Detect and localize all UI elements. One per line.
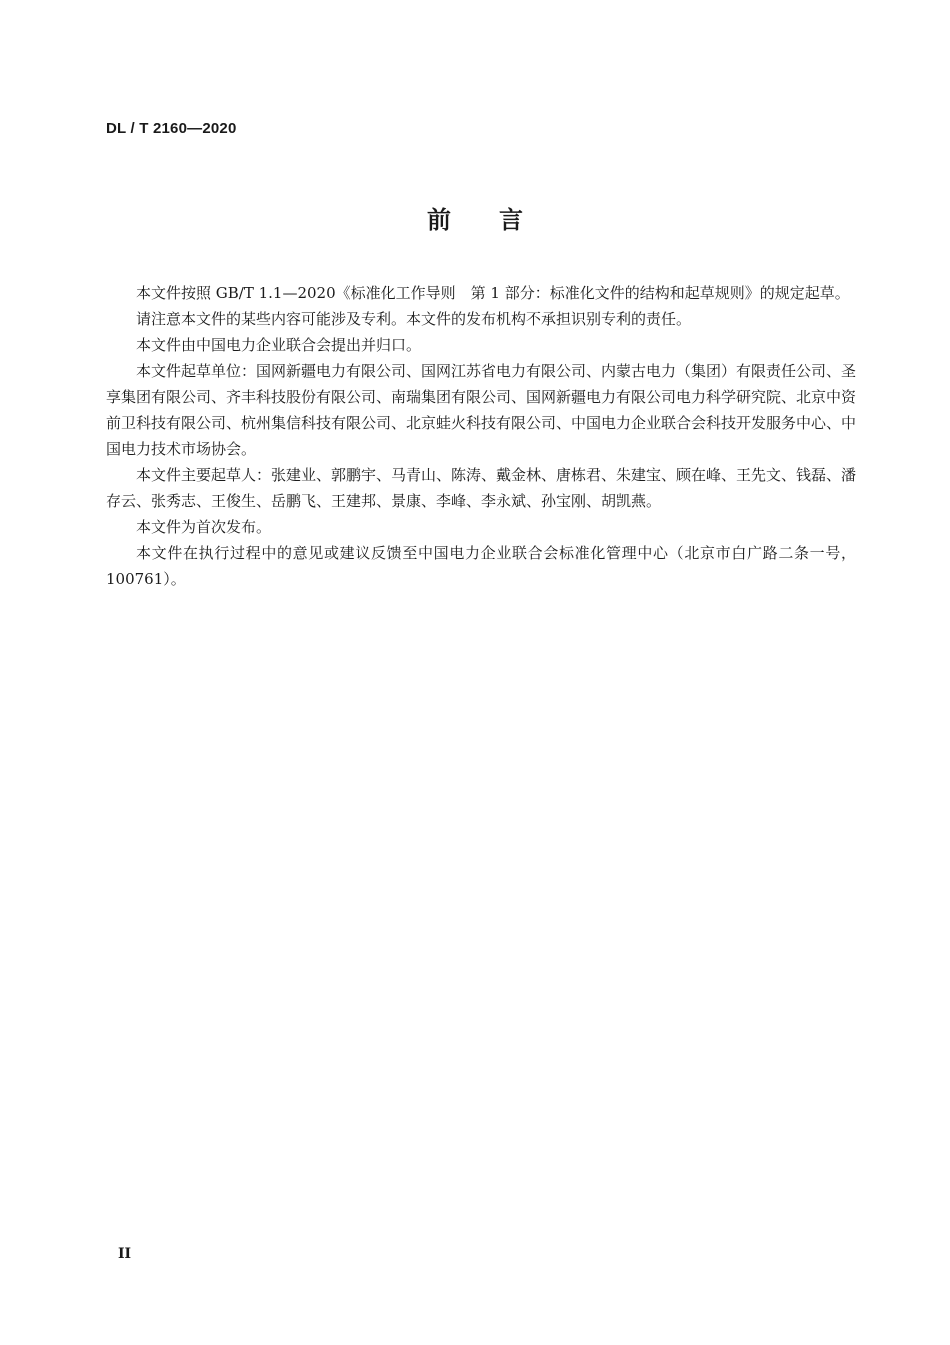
paragraph-drafters: 本文件主要起草人：张建业、郭鹏宇、马青山、陈涛、戴金林、唐栋君、朱建宝、顾在峰、王先文、钱磊、潘存云、张秀志、王俊生、岳鹏飞、王建邦、景康、李峰、李永斌、孙宝刚、胡凯燕。 bbox=[106, 466, 857, 510]
page-title bbox=[0, 200, 950, 235]
title-char-1: 前 bbox=[427, 205, 451, 234]
paragraph-drafting-units: 本文件起草单位：国网新疆电力有限公司、国网江苏省电力有限公司、内蒙古电力（集团）有限责任公司、圣享集团有限公司、齐丰科技股份有限公司、南瑞集团有限公司、国网新疆电力有限公司电力科学研究院、北京中资前卫科技有限公司、杭州集信科技有限公司、北京蛙火科技有限公司、中国电力企业联合会科技开发服务中心、中国电力技术市场协会。 bbox=[106, 362, 857, 458]
paragraph-feedback: 本文件在执行过程中的意见或建议反馈至中国电力企业联合会标准化管理中心（北京市白广路二条一号，100761）。 bbox=[106, 544, 856, 588]
title-char-2: 言 bbox=[499, 205, 523, 234]
foreword-body bbox=[106, 280, 856, 592]
paragraph-patent-notice: 请注意本文件的某些内容可能涉及专利。本文件的发布机构不承担识别专利的责任。 bbox=[136, 310, 692, 328]
document-code: DL / T 2160—2020 bbox=[106, 120, 237, 137]
paragraph-proposer: 本文件由中国电力企业联合会提出并归口。 bbox=[136, 336, 422, 354]
paragraph-drafting-rules: 本文件按照 GB/T 1.1—2020《标准化工作导则 第 1 部分：标准化文件的结构和起草规则》的规定起草。 bbox=[136, 284, 850, 302]
page-number: II bbox=[118, 1246, 132, 1262]
paragraph-first-release: 本文件为首次发布。 bbox=[136, 518, 272, 536]
